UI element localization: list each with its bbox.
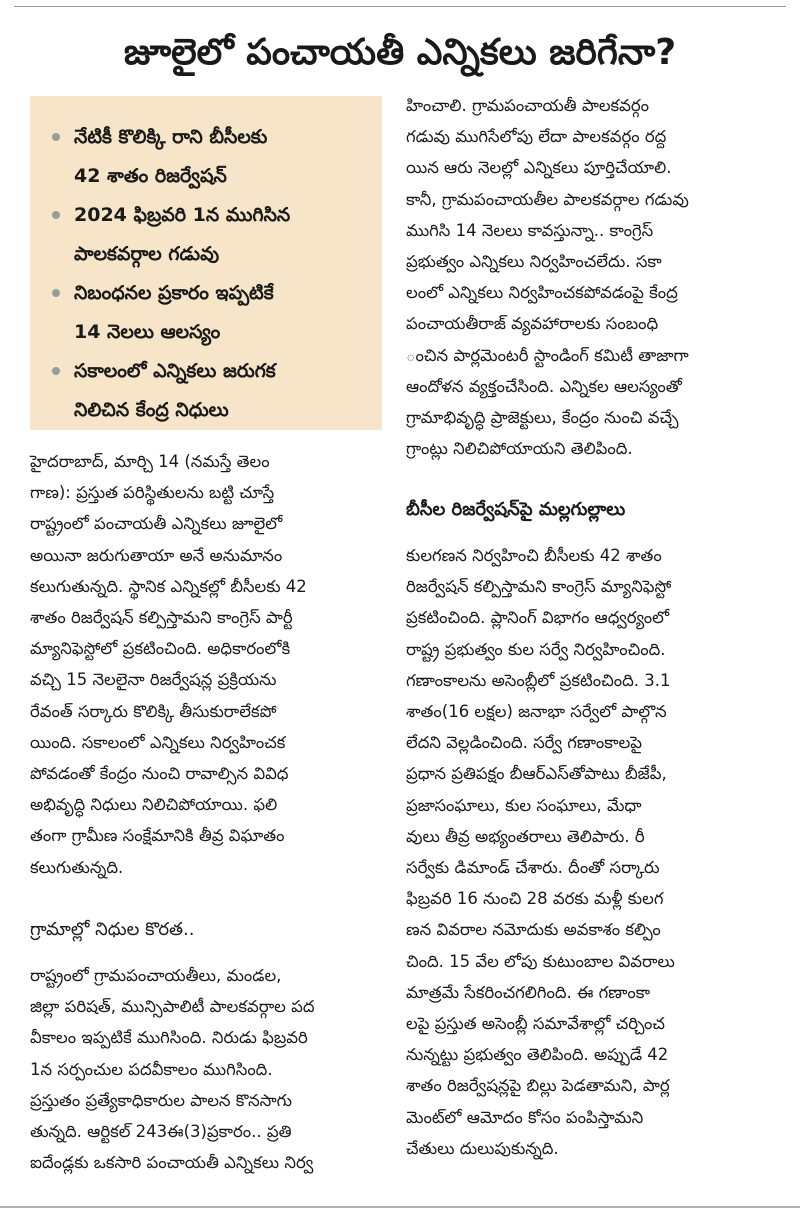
highlight-text: నేటికీ కొలిక్కి రాని బీసీలకు 42 శాతం రిజర్వేషన్ [74, 126, 268, 187]
left-paragraph-1: హైదరాబాద్, మార్చి 14 (నమస్తే తెలం గాణ): ప్రస్తుత పరిస్థితులను బట్టి చూస్తే రాష్ట్రంలో పంచాయతీ ఎన్నికలు జూలైలో అయినా జరుగుతాయా అనే అనుమానం కలుగుతున్నది. స్థానిక ఎన్నికల్లో బీసీలకు 42 శాతం రిజర్వేషన్ కల్పిస్తామని కాంగ్రెస్ పార్టీ మ్యానిఫెస్టోలో ప్రకటించింది. అధికారంలోకి వచ్చి 15 నెలలైనా రిజర్వేషన్ల ప్రక్రియను రేవంత్ సర్కారు కొలిక్కి తీసుకురాలేకపో యింది. సకాలంలో ఎన్నికలు నిర్వహించక పోవడంతో కేంద్రం నుంచి రావాల్సిన వివిధ అభివృద్ధి నిధులు నిలిచిపోయాయి. ఫలి తంగా గ్రామీణ సంక్షేమానికి తీవ్ర విఘాతం కలుగుతున్నది. [30, 452, 307, 877]
left-paragraph-2: రాష్ట్రంలో గ్రామపంచాయతీలు, మండల, జిల్లా పరిషత్, మున్సిపాలిటీ పాలకవర్గాల పద వీకాలం ఇప్పటికే ముగిసింది. నిరుడు ఫిబ్రవరి 1న సర్పంచుల పదవీకాలం ముగిసింది. ప్రస్తుతం ప్రత్యేకాధికారుల పాలన కొనసాగు తున్నది. ఆర్టికల్ 243ఈ(3)ప్రకారం.. ప్రతి ఐదేండ్లకు ఒకసారి పంచాయతీ ఎన్నికలు నిర్వ [30, 966, 315, 1173]
right-paragraph-1: హించాలి. గ్రామపంచాయతీ పాలకవర్గం గడువు ముగిసేలోపు లేదా పాలకవర్గం రద్ద యిన ఆరు నెలల్లో ఎన్నికలు పూర్తిచేయాలి. కానీ, గ్రామపంచాయతీల పాలకవర్గాల గడువు ముగిసి 14 నెలలు కావస్తున్నా.. కాంగ్రెస్ ప్రభుత్వం ఎన్నికలు నిర్వహించలేదు. సకా లంలో ఎన్నికలు నిర్వహించకపోవడంపై కేంద్ర పంచాయతీరాజ్ వ్యవహారాలకు సంబంధి ంచిన పార్లమెంటరీ స్టాండింగ్ కమిటీ తాజాగా ఆందోళన వ్యక్తంచేసింది. ఎన్నికల ఆలస్యంతో గ్రామాభివృద్ధి ప్రాజెక్టులు, కేంద్రం నుంచి వచ్చే గ్రాంట్లు నిలిచిపోయాయని తెలిపింది. [406, 96, 689, 459]
article-headline: జూలైలో పంచాయతీ ఎన్నికలు జరిగేనా? [123, 32, 677, 73]
highlight-text: 2024 ఫిబ్రవరి 1న ముగిసిన పాలకవర్గాల గడువు [74, 204, 291, 265]
bullet-icon [52, 367, 60, 375]
highlights-box [30, 96, 382, 430]
bullet-icon [52, 133, 60, 141]
highlight-item [48, 196, 366, 274]
right-paragraph-2: కులగణన నిర్వహించి బీసీలకు 42 శాతం రిజర్వేషన్ కల్పిస్తామని కాంగ్రెస్ మ్యానిఫెస్టో ప్రకటించింది. ప్లానింగ్ విభాగం ఆధ్వర్యంలో రాష్ట్ర ప్రభుత్వం కుల సర్వే నిర్వహించింది. గణాంకాలను అసెంబ్లీలో ప్రకటించింది. 3.1 శాతం(16 లక్షల) జనాభా సర్వేలో పాల్గొన లేదని వెల్లడించింది. సర్వే గణాంకాలపై ప్రధాన ప్రతిపక్షం బీఆర్ఎస్‌తోపాటు బీజేపీ, ప్రజాసంఘాలు, కుల సంఘాలు, మేధా వులు తీవ్ర అభ్యంతరాలు తెలిపారు. రీ సర్వేకు డిమాండ్ చేశారు. దీంతో సర్కారు ఫిబ్రవరి 16 నుంచి 28 వరకు మళ్లీ కులగ ణన వివరాల నమోదుకు అవకాశం కల్పిం చింది. 15 వేల లోపు కుటుంబాల వివరాలు మాత్రమే సేకరించగలిగింది. ఈ గణాంకా లపై ప్రస్తుత అసెంబ్లీ సమావేశాల్లో చర్చించ నున్నట్టు ప్రభుత్వం తెలిపింది. అప్పుడే 42 శాతం రిజర్వేషన్లపై బిల్లు పెడతామని, పార్ల మెంట్‌లో ఆమోదం కోసం పంపిస్తామని చేతులు దులుపుకున్నది. [406, 546, 675, 1158]
highlight-text: నిబంధనల ప్రకారం ఇప్పటికే 14 నెలలు ఆలస్యం [74, 282, 274, 343]
right-subheading: బీసీల రిజర్వేషన్‌పై మల్లగుల్లాలు [406, 499, 626, 520]
bullet-icon [52, 211, 60, 219]
left-subheading: గ్రామాల్లో నిధుల కొరత.. [30, 919, 195, 940]
highlight-item [48, 352, 366, 430]
bottom-rule [0, 1206, 800, 1208]
highlight-text: సకాలంలో ఎన్నికలు జరుగక నిలిచిన కేంద్ర నిధులు [74, 360, 276, 421]
bullet-icon [52, 289, 60, 297]
highlight-item [48, 118, 366, 196]
highlight-item [48, 274, 366, 352]
top-rule [14, 6, 786, 7]
